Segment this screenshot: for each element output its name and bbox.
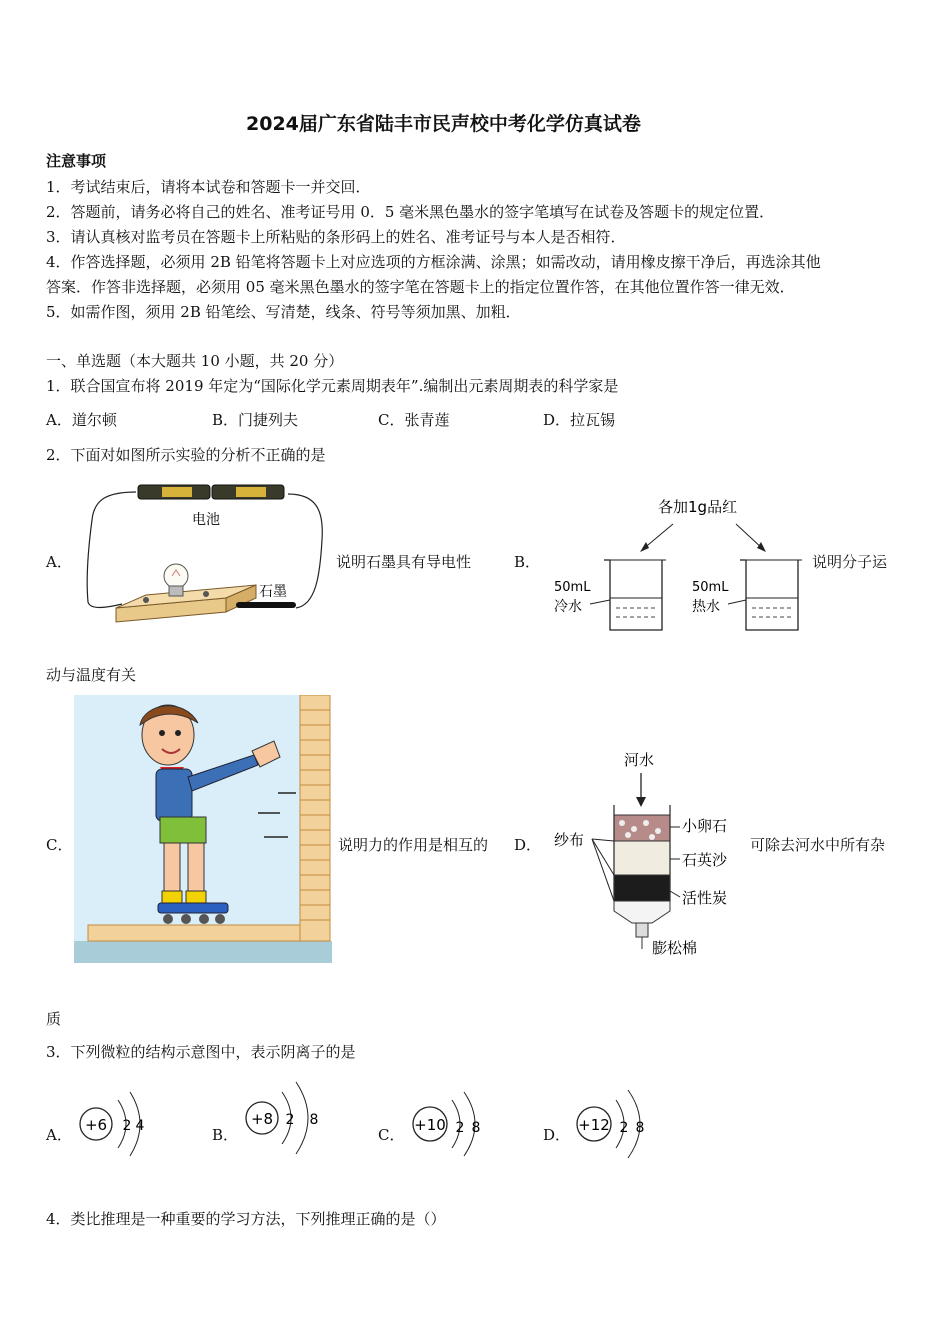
river-water-label: 河水 xyxy=(624,751,655,769)
beaker-figure xyxy=(548,490,810,640)
section-heading: 一、单选题（本大题共 10 小题，共 20 分） xyxy=(46,352,344,370)
q1-option-d[interactable]: D．拉瓦锡 xyxy=(543,411,616,429)
nucleus-label: +8 xyxy=(250,1110,274,1128)
atom-diagram-d xyxy=(574,1080,660,1164)
graphite-label: 石墨 xyxy=(259,584,287,600)
battery-label: 电池 xyxy=(192,512,220,528)
nucleus-label: +10 xyxy=(414,1116,446,1134)
notice-item: 5．如需作图，须用 2B 铅笔绘、写清楚，线条、符号等须加黑、加粗． xyxy=(46,303,521,321)
q2-option-a-text: 说明石墨具有导电性 xyxy=(336,553,472,571)
atom-diagram-a xyxy=(76,1082,156,1164)
q1-option-c[interactable]: C．张青莲 xyxy=(378,411,450,429)
shell-1-count: 2 xyxy=(619,1120,629,1136)
q2-option-c-text: 说明力的作用是相互的 xyxy=(338,836,489,854)
q2-option-b-text-cont: 动与温度有关 xyxy=(46,666,137,684)
nucleus-label: +6 xyxy=(84,1116,108,1134)
battery-icon xyxy=(138,485,284,499)
pebble-label: 小卵石 xyxy=(682,817,728,835)
question-3-stem: 3．下列微粒的结构示意图中，表示阴离子的是 xyxy=(46,1043,356,1061)
page-title: 2024届广东省陆丰市民声校中考化学仿真试卷 xyxy=(246,113,641,135)
shell-1-count: 2 xyxy=(122,1118,132,1134)
right-volume-label: 50mL xyxy=(692,580,729,595)
q2-option-b-label[interactable]: B． xyxy=(514,553,541,571)
q2-option-a-label[interactable]: A． xyxy=(46,553,72,571)
water-filter-figure xyxy=(548,745,748,965)
q1-option-b[interactable]: B．门捷列夫 xyxy=(212,411,299,429)
cotton-label: 膨松棉 xyxy=(652,939,698,957)
q2-option-d-text: 可除去河水中所有杂 xyxy=(750,836,886,854)
activated-carbon-label: 活性炭 xyxy=(682,889,728,907)
filter-column xyxy=(614,805,670,949)
graphite-rod xyxy=(236,602,296,608)
shell-2-count: 8 xyxy=(309,1112,319,1128)
q2-option-b-text: 说明分子运 xyxy=(812,553,888,571)
notice-heading: 注意事项 xyxy=(46,152,107,170)
left-volume-label: 50mL xyxy=(554,580,591,595)
shell-1-count: 2 xyxy=(285,1112,295,1128)
q2-option-d-label[interactable]: D． xyxy=(514,836,542,854)
quartz-sand-label: 石英沙 xyxy=(682,851,728,869)
gauze-label: 纱布 xyxy=(554,831,585,849)
q3-option-b-label[interactable]: B． xyxy=(212,1126,239,1144)
beaker-top-label: 各加1g品红 xyxy=(658,498,738,516)
q3-option-c-label[interactable]: C． xyxy=(378,1126,405,1144)
notice-item: 3．请认真核对监考员在答题卡上所粘贴的条形码上的姓名、准考证号与本人是否相符． xyxy=(46,228,626,246)
question-2-stem: 2．下面对如图所示实验的分析不正确的是 xyxy=(46,446,326,464)
cold-water-label: 冷水 xyxy=(554,599,582,615)
circuit-figure xyxy=(76,480,330,635)
shell-2-count: 8 xyxy=(635,1120,645,1136)
notice-item: 2．答题前，请务必将自己的姓名、准考证号用 0．5 毫米黑色墨水的签字笔填写在试卷及答题卡的规定位置． xyxy=(46,203,775,221)
notice-item: 4．作答选择题，必须用 2B 铅笔将答题卡上对应选项的方框涂满、涂黑；如需改动，请用橡皮擦干净后，再选涂其他 xyxy=(46,253,821,271)
atom-diagram-b xyxy=(242,1076,328,1162)
nucleus-label: +12 xyxy=(578,1116,610,1134)
roller-skater-figure xyxy=(74,695,332,965)
notice-item: 答案．作答非选择题，必须用 05 毫米黑色墨水的签字笔在答题卡上的指定位置作答，在其他位置作答一律无效． xyxy=(46,278,795,296)
cold-water-beaker xyxy=(604,560,666,630)
hot-water-beaker xyxy=(740,560,802,630)
q3-option-d-label[interactable]: D． xyxy=(543,1126,571,1144)
question-4-stem: 4．类比推理是一种重要的学习方法，下列推理正确的是（） xyxy=(46,1210,446,1228)
shell-2-count: 4 xyxy=(135,1118,145,1134)
q1-option-a[interactable]: A．道尔顿 xyxy=(46,411,117,429)
shell-2-count: 8 xyxy=(471,1120,481,1136)
q2-option-d-text-cont: 质 xyxy=(46,1010,62,1028)
question-1-stem: 1．联合国宣布将 2019 年定为“国际化学元素周期表年”.编制出元素周期表的科学家是 xyxy=(46,377,619,395)
q2-option-c-label[interactable]: C． xyxy=(46,836,73,854)
q3-option-a-label[interactable]: A． xyxy=(46,1126,72,1144)
notice-item: 1．考试结束后，请将本试卷和答题卡一并交回． xyxy=(46,178,371,196)
shell-1-count: 2 xyxy=(455,1120,465,1136)
hot-water-label: 热水 xyxy=(692,599,720,615)
atom-diagram-c xyxy=(410,1082,496,1164)
